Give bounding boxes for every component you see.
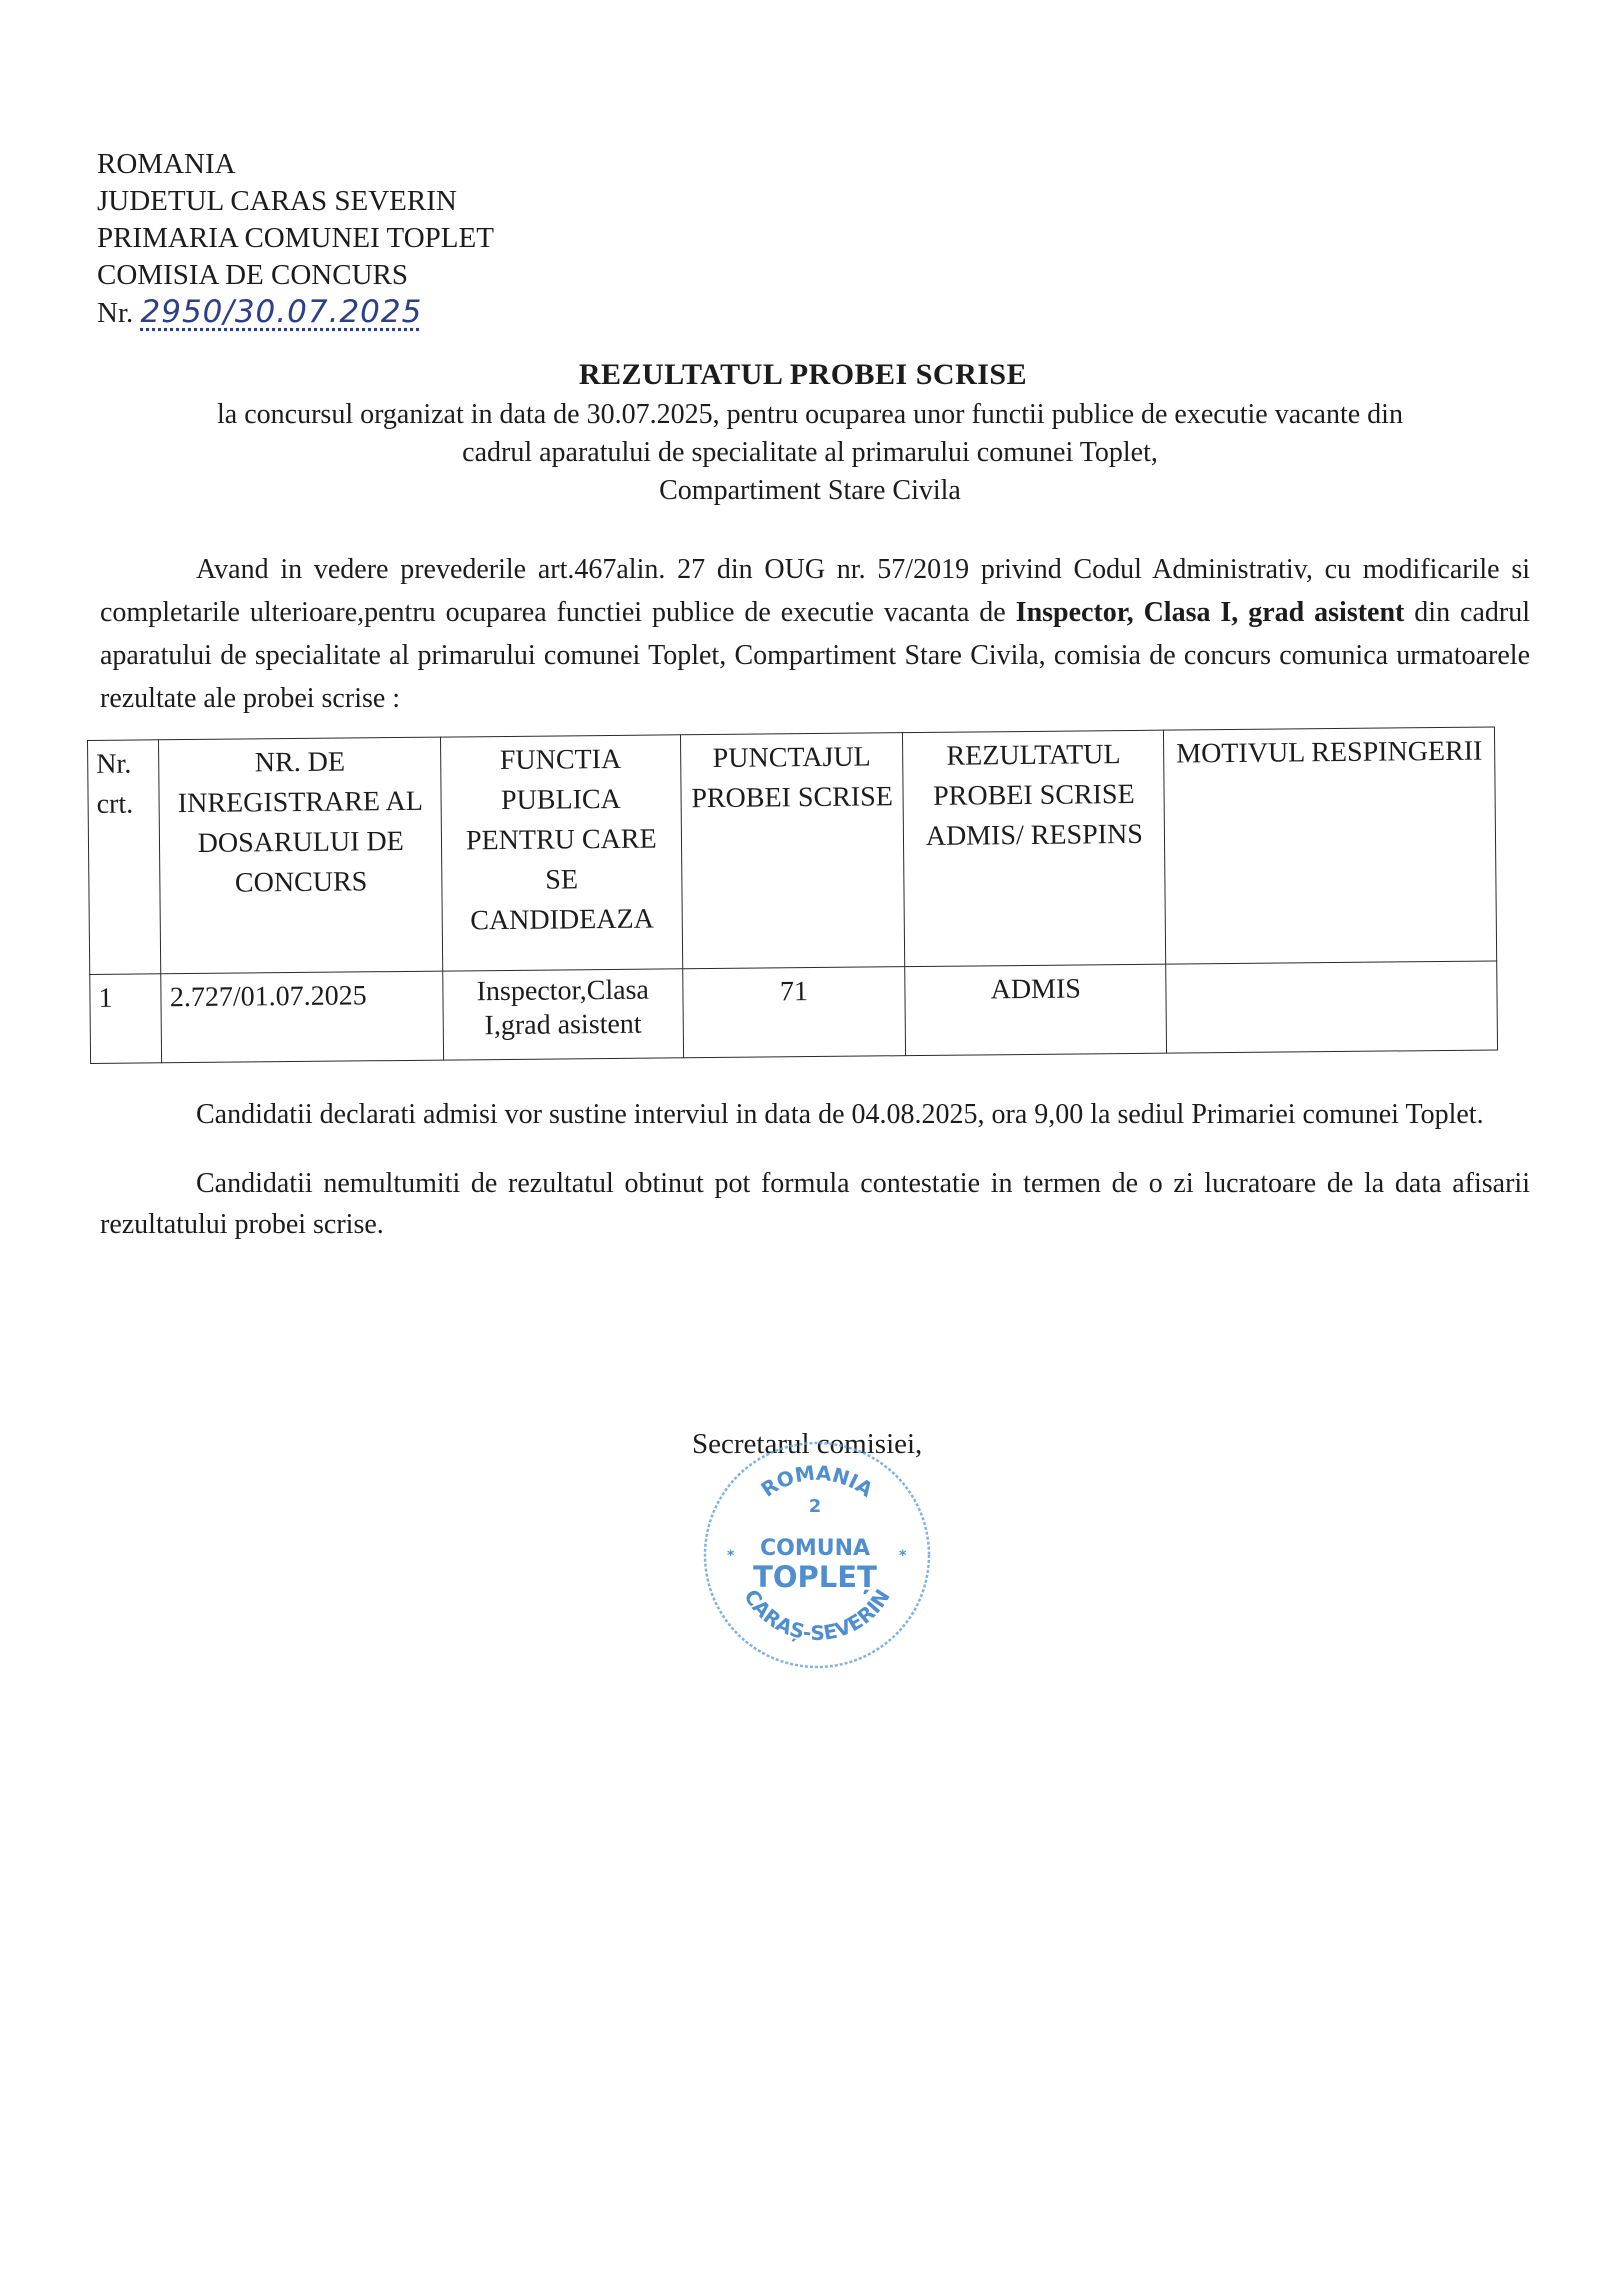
header-commission: COMISIA DE CONCURS (97, 259, 408, 291)
header-nr-crt: Nr. crt. (88, 740, 162, 975)
header-registration: NR. DE INREGISTRARE AL DOSARULUI DE CONCURS (159, 737, 443, 974)
subtitle-line-1: la concursul organizat in data de 30.07.2025, pentru ocuparea unor functii publice de executie vacante din (217, 399, 1403, 430)
cell-rejection-reason (1166, 961, 1498, 1053)
cell-nr: 1 (90, 974, 162, 1064)
header-institution: PRIMARIA COMUNEI TOPLET (97, 222, 494, 254)
header-rejection-reason: MOTIVUL RESPINGERII (1164, 727, 1497, 964)
header-result: REZULTATUL PROBEI SCRISE ADMIS/ RESPINS (903, 730, 1166, 966)
stamp-star-left: * (727, 1548, 735, 1564)
stamp-star-right: * (899, 1548, 907, 1564)
stamp-bottom-arc-text: CARAȘ-SEVERIN (739, 1584, 895, 1646)
signature-label: Secretarul comisiei, (692, 1428, 923, 1460)
nr-label: Nr. (97, 297, 134, 329)
intro-text-start: Avand in vedere prevederile art.467alin. 27 din OUG nr. 57/2019 privind Codul Administrativ, cu modificarile si completarile ulterioare,pentru ocuparea functiei publice de executie vacanta de (100, 554, 1530, 628)
document-header (97, 146, 494, 332)
subtitle-line-3: Compartiment Stare Civila (659, 475, 961, 506)
registration-number-line (97, 294, 494, 332)
appeal-paragraph (100, 1163, 1530, 1245)
stamp-number: 2 (808, 1496, 822, 1517)
table-row (90, 961, 1498, 1064)
cell-function: Inspector,Clasa I,grad asistent (443, 969, 683, 1060)
cell-result: ADMIS (905, 964, 1167, 1055)
official-stamp (697, 1430, 937, 1670)
interview-text: Candidatii declarati admisi vor sustine interviul in data de 04.08.2025, ora 9,00 la sediul Primariei comunei Toplet. (196, 1099, 1484, 1130)
results-table (87, 726, 1498, 1064)
header-county: JUDETUL CARAS SEVERIN (97, 185, 457, 217)
intro-position-bold: Inspector, Clasa I, grad asistent (1015, 597, 1405, 628)
table-header-row (88, 727, 1497, 974)
intro-text-end: din cadrul aparatului de specialitate al primarului comunei Toplet, Compartiment Stare Civila, comisia de concurs comunica urmatoarele rezultate ale probei scrise : (100, 597, 1530, 714)
header-function: FUNCTIA PUBLICA PENTRU CARE SE CANDIDEAZA (441, 735, 683, 971)
document-title: REZULTATUL PROBEI SCRISE (578, 358, 1028, 391)
stamp-line-commune: COMUNA (759, 1536, 871, 1561)
stamp-graphic (697, 1430, 937, 1670)
intro-paragraph (100, 548, 1530, 720)
cell-score: 71 (682, 967, 906, 1058)
stamp-top-arc-text: ROMANIA (756, 1460, 878, 1502)
cell-registration: 2.727/01.07.2025 (161, 971, 443, 1063)
interview-paragraph (100, 1094, 1530, 1135)
subtitle-line-2: cadrul aparatului de specialitate al primarului comunei Toplet, (462, 437, 1158, 468)
header-country: ROMANIA (97, 148, 236, 180)
appeal-text: Candidatii nemultumiti de rezultatul obtinut pot formula contestatie in termen de o zi lucratoare de la data afisarii rezultatului probei scrise. (100, 1168, 1530, 1240)
document-subtitle (110, 396, 1510, 510)
handwritten-registration-number: 2950/30.07.2025 (140, 294, 423, 330)
header-score: PUNCTAJUL PROBEI SCRISE (680, 733, 905, 969)
stamp-line-toplet: TOPLEȚ (753, 1560, 877, 1594)
